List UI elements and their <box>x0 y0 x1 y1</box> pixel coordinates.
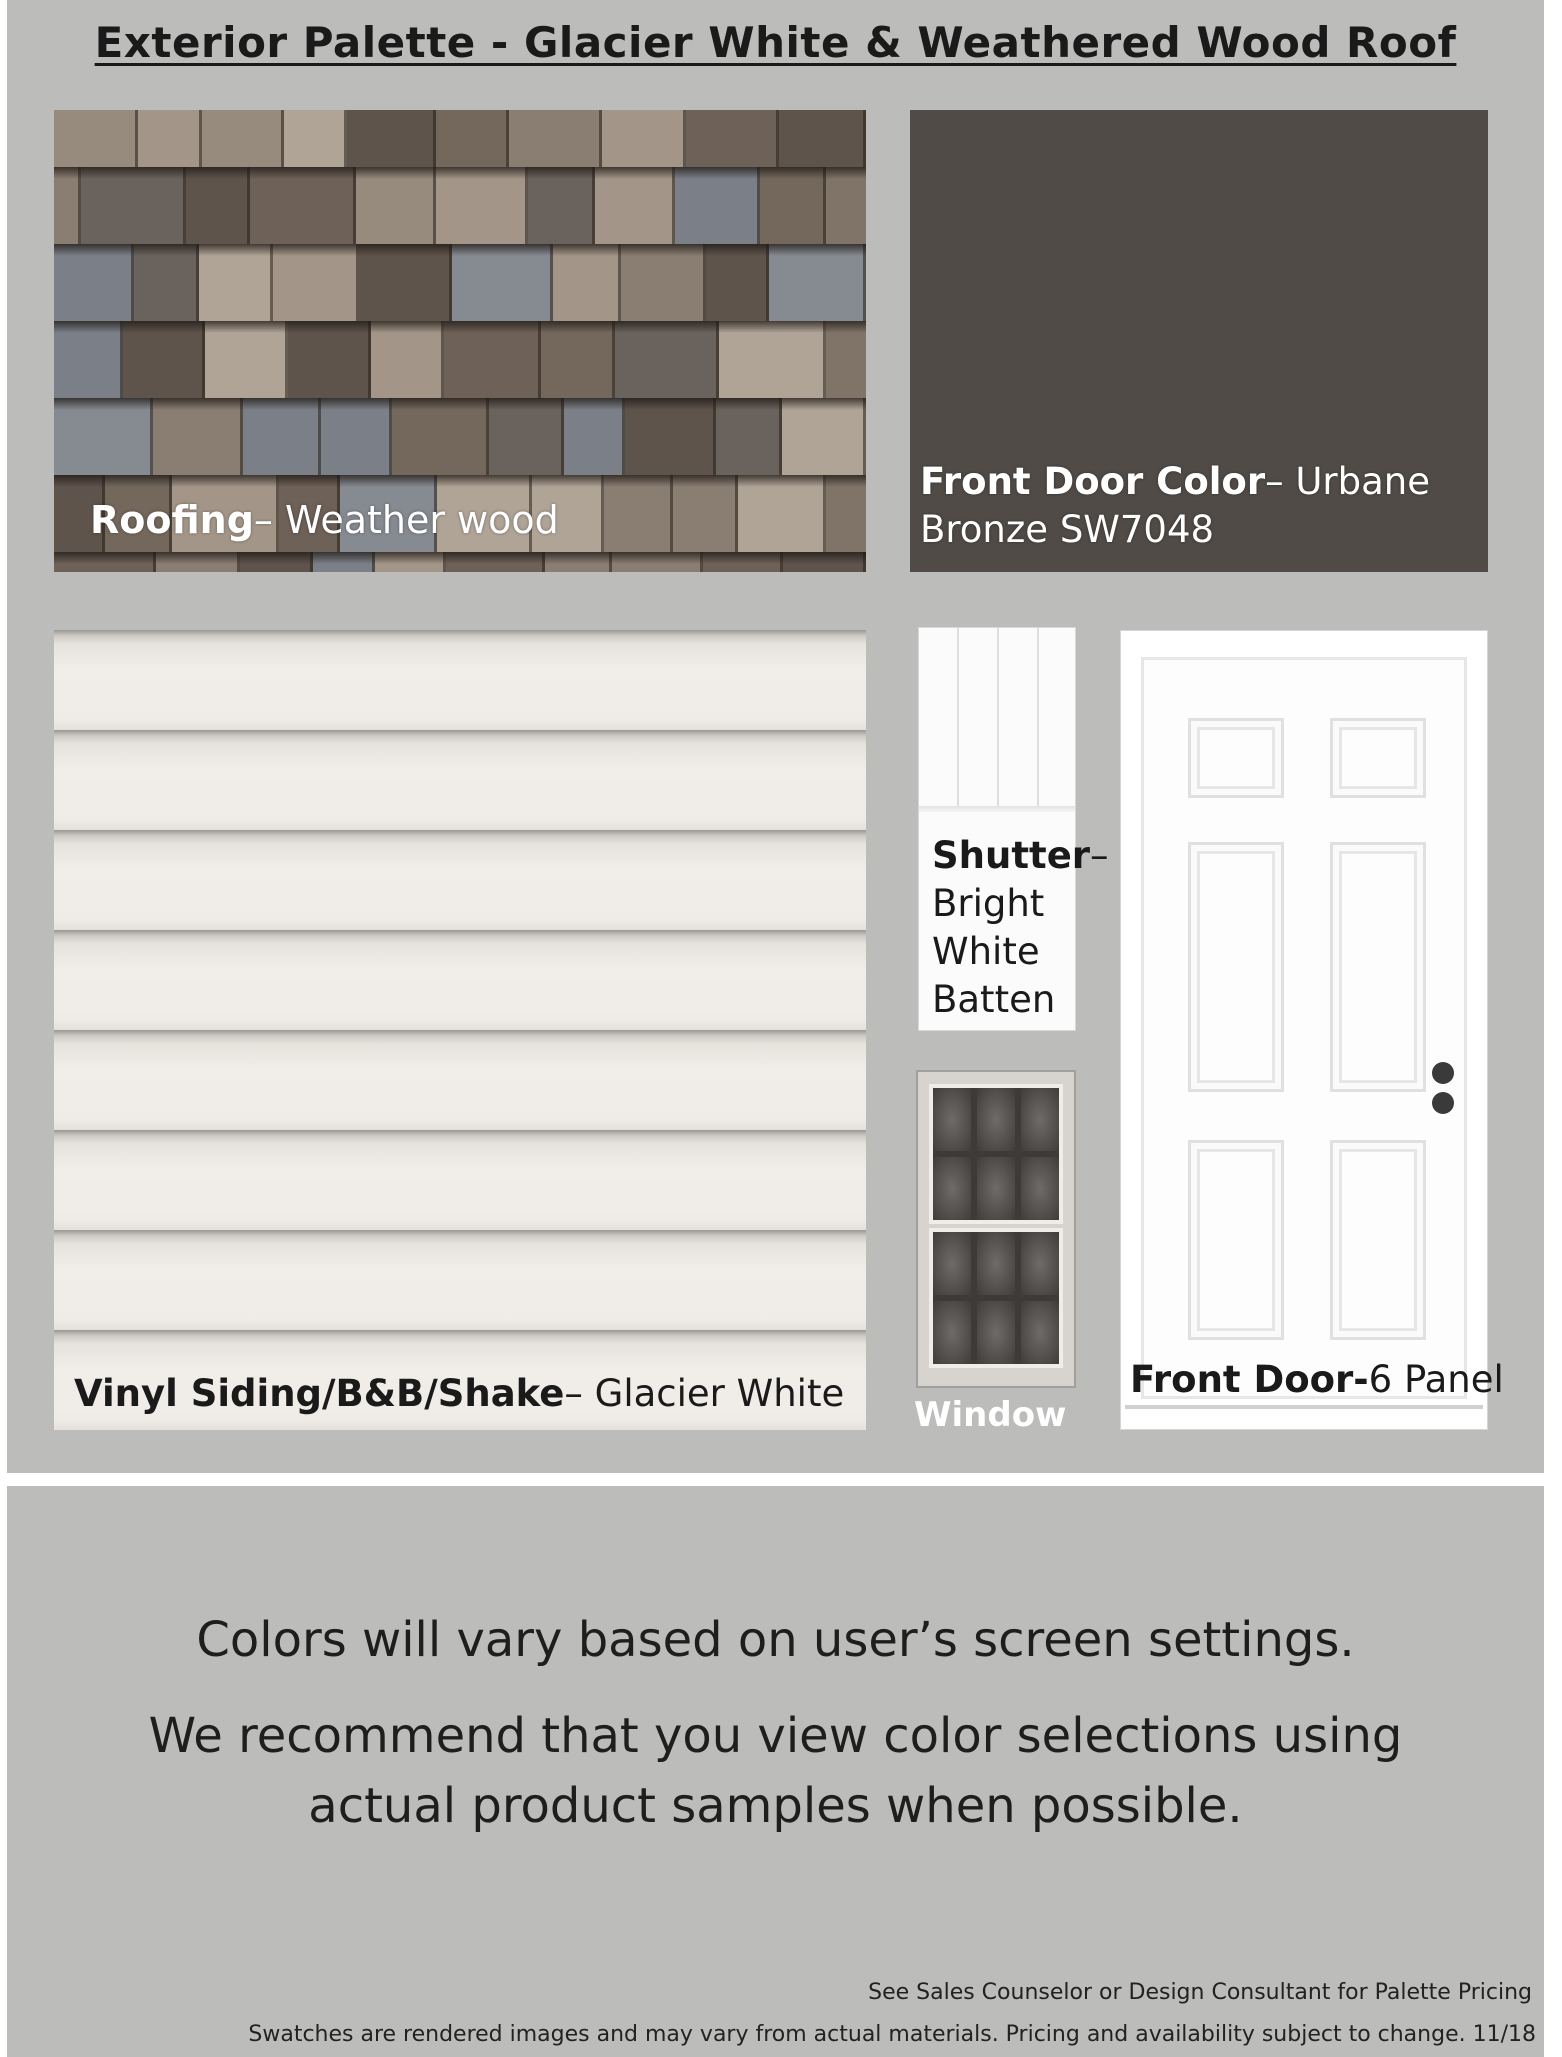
door-deadbolt-icon <box>1432 1092 1454 1114</box>
shutter-dash: – <box>1090 834 1109 877</box>
notice-panel <box>7 1486 1544 2057</box>
door-panel <box>1330 842 1426 1092</box>
notice-line-2: We recommend that you view color selections using <box>148 1708 1403 1764</box>
page-title: Exterior Palette - Glacier White & Weathered Wood Roof <box>94 18 1457 67</box>
door-frame <box>1141 657 1467 1399</box>
front-door-color-swatch <box>910 110 1488 572</box>
window-upper-sash <box>929 1084 1063 1224</box>
footer-pricing-note: See Sales Counselor or Design Consultant for Palette Pricing <box>868 1980 1532 2005</box>
door-knob-icon <box>1432 1062 1454 1084</box>
siding-name: Vinyl Siding/B&B/Shake <box>74 1372 565 1415</box>
door-panel <box>1330 1140 1426 1340</box>
front-door-value: 6 Panel <box>1368 1358 1504 1401</box>
front-door-color-value-line1: – Urbane <box>1265 460 1431 503</box>
shutter-line-1: Bright <box>932 882 1045 925</box>
front-door-color-label <box>920 460 1430 503</box>
front-door-color-name: Front Door Color <box>920 460 1266 503</box>
siding-value: – Glacier White <box>564 1372 845 1415</box>
window-swatch <box>916 1070 1076 1388</box>
shutter-label <box>932 832 1109 1024</box>
roofing-name: Roofing <box>90 498 254 542</box>
door-panel <box>1188 842 1284 1092</box>
door-panel <box>1188 1140 1284 1340</box>
siding-label <box>74 1372 844 1415</box>
door-panel <box>1188 718 1284 798</box>
siding-swatch <box>54 630 866 1430</box>
window-label: Window <box>914 1395 1067 1435</box>
footer-disclaimer: Swatches are rendered images and may vary from actual materials. Pricing and availability subject to change. 11/18 <box>248 2022 1536 2047</box>
notice-line-1: Colors will vary based on user’s screen settings. <box>196 1612 1355 1668</box>
shutter-name: Shutter <box>932 834 1091 877</box>
front-door-swatch <box>1120 630 1488 1430</box>
roofing-swatch <box>54 110 866 572</box>
shutter-line-3: Batten <box>932 978 1056 1021</box>
front-door-color-value-line2: Bronze SW7048 <box>920 508 1215 551</box>
shutter-line-2: White <box>932 930 1040 973</box>
window-lower-sash <box>929 1228 1063 1368</box>
roofing-label <box>90 498 559 542</box>
door-panel <box>1330 718 1426 798</box>
front-door-label <box>1130 1358 1504 1401</box>
front-door-name: Front Door- <box>1130 1358 1369 1401</box>
roofing-value: – Weather wood <box>253 498 559 542</box>
notice-line-3: actual product samples when possible. <box>308 1778 1243 1834</box>
